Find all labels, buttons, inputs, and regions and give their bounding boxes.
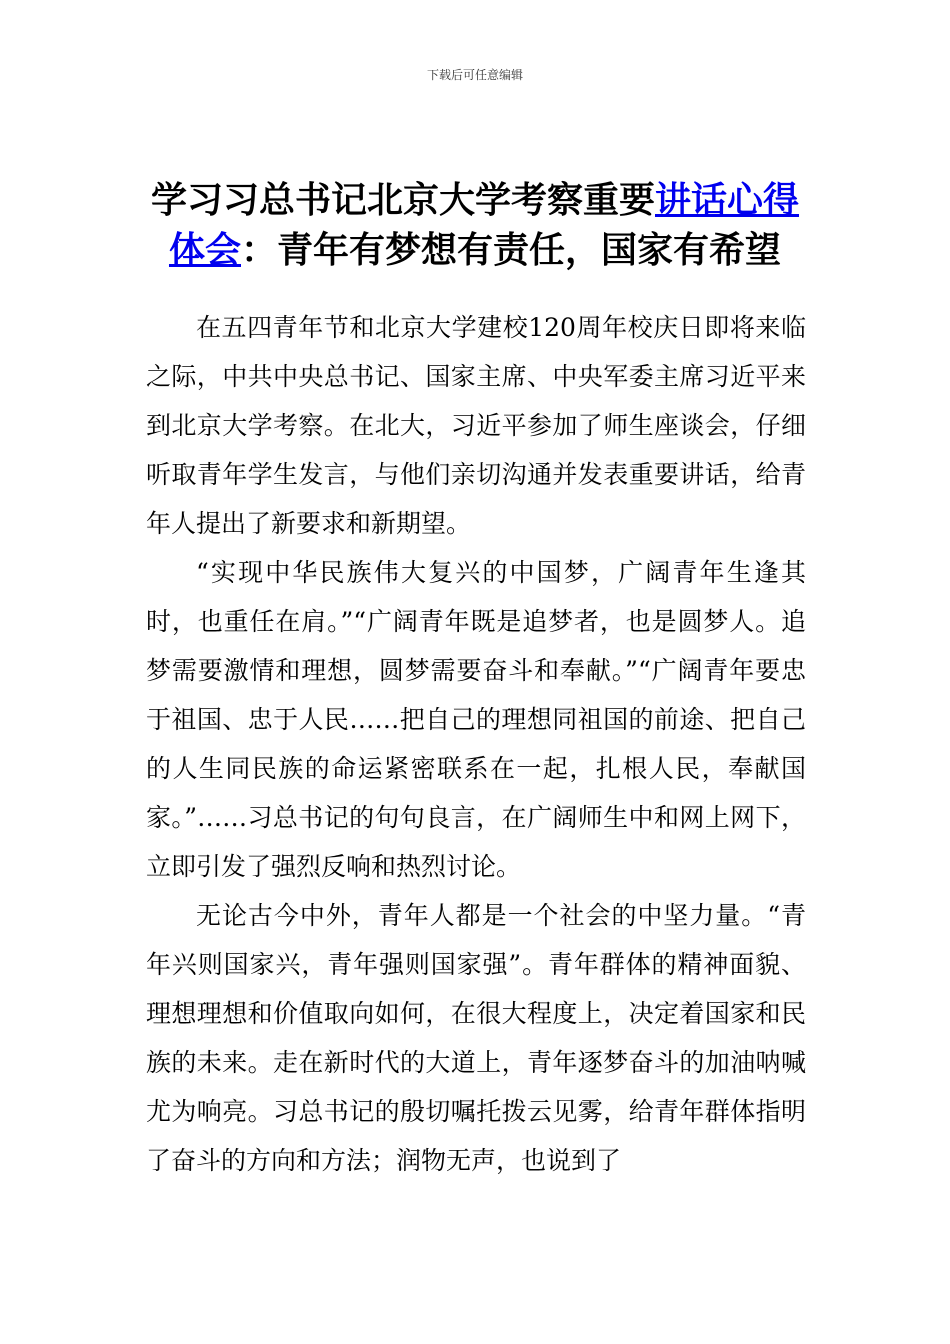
document-title [140, 176, 810, 276]
title-text-part1: 学习习总书记北京大学考察重要 [150, 180, 655, 221]
paragraph-2: “实现中华民族伟大复兴的中国梦，广阔青年生逢其时，也重任在肩。”“广阔青年既是追梦者，也是圆梦人。追梦需要激情和理想，圆梦需要奋斗和奉献。”“广阔青年要忠于祖国、忠于人民……把自己的理想同祖国的前途、把自己的人生同民族的命运紧密联系在一起，扎根人民，奉献国家。”……习总书记的句句良言，在广阔师生中和网上网下，立即引发了强烈反响和热烈讨论。 [146, 558, 806, 881]
paragraph-3: 无论古今中外，青年人都是一个社会的中坚力量。“青年兴则国家兴，青年强则国家强”。青年群体的精神面貌、理想理想和价值取向如何，在很大程度上，决定着国家和民族的未来。走在新时代的大道上，青年逐梦奋斗的加油呐喊尤为响亮。习总书记的殷切嘱托拨云见雾，给青年群体指明了奋斗的方向和方法；润物无声，也说到了 [146, 901, 806, 1175]
paragraph-1: 在五四青年节和北京大学建校120周年校庆日即将来临之际，中共中央总书记、国家主席、中央军委主席习近平来到北京大学考察。在北大，习近平参加了师生座谈会，仔细听取青年学生发言，与他们亲切沟通并发表重要讲话，给青年人提出了新要求和新期望。 [146, 313, 806, 538]
title-text-part2: ：青年有梦想有责任，国家有希望 [241, 230, 782, 271]
body-text [146, 303, 806, 1185]
header-note: 下载后可任意编辑 [426, 68, 523, 82]
title-link[interactable]: 讲话心得体会 [168, 180, 800, 271]
